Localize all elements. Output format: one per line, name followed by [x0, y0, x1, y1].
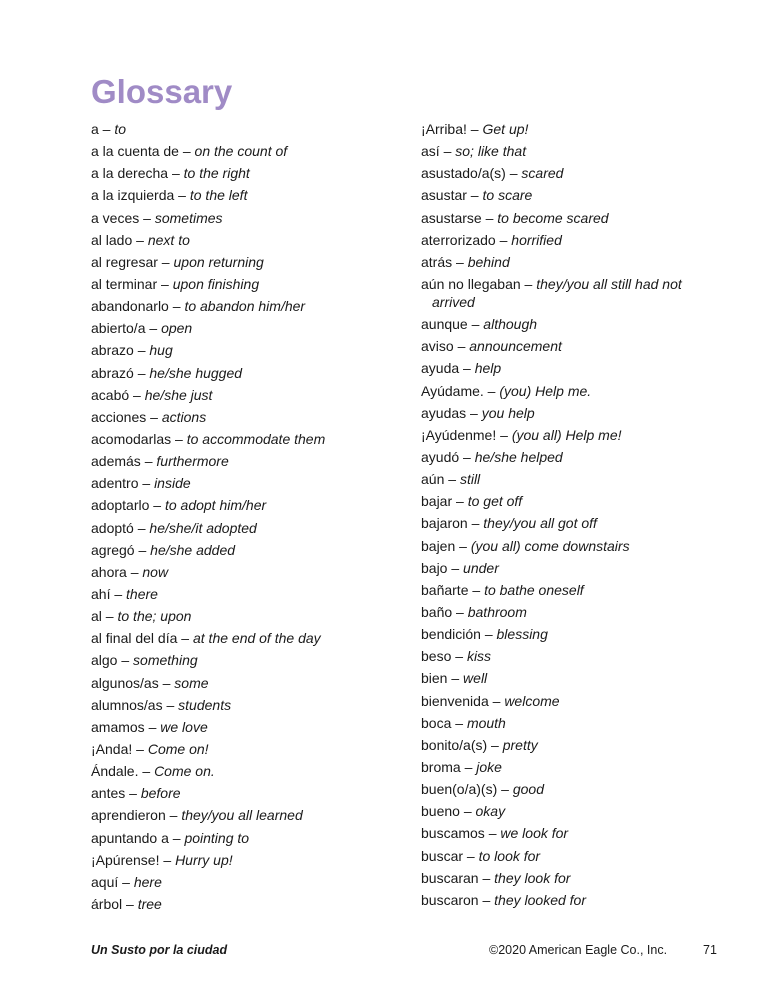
glossary-definition: still — [459, 471, 481, 488]
glossary-separator: – — [467, 316, 484, 333]
glossary-term: asustar — [421, 187, 467, 204]
glossary-definition: good — [512, 781, 544, 798]
glossary-entry — [421, 492, 711, 510]
glossary-term: acomodarlas — [91, 430, 172, 447]
glossary-entry — [91, 164, 411, 182]
glossary-definition: open — [161, 320, 193, 337]
glossary-separator: – — [133, 519, 150, 536]
glossary-entry — [421, 736, 711, 754]
glossary-separator: – — [122, 895, 138, 912]
glossary-separator: – — [483, 382, 500, 399]
glossary-entry — [91, 430, 411, 448]
glossary-separator: – — [452, 603, 468, 620]
glossary-definition: hug — [149, 342, 173, 359]
glossary-entry — [421, 404, 711, 422]
glossary-definition: upon finishing — [172, 275, 260, 292]
glossary-term: antes — [91, 785, 126, 802]
glossary-separator: – — [459, 448, 475, 465]
glossary-entry — [421, 559, 711, 577]
glossary-definition: here — [133, 873, 162, 890]
glossary-separator: – — [134, 541, 151, 558]
glossary-separator: – — [439, 143, 456, 160]
glossary-definition: before — [140, 785, 181, 802]
glossary-term: alumnos/as — [91, 696, 163, 713]
glossary-term: buscaran — [421, 869, 479, 886]
glossary-definition: Come on. — [154, 763, 215, 780]
glossary-entry — [91, 651, 411, 669]
glossary-entry — [421, 315, 711, 333]
glossary-entry — [421, 891, 711, 909]
glossary-term: ¡Anda! — [91, 740, 133, 757]
glossary-separator: – — [129, 386, 145, 403]
glossary-definition: they/you all learned — [181, 807, 303, 824]
glossary-term: adentro — [91, 475, 139, 492]
page-title: Glossary — [91, 73, 233, 110]
glossary-term: agregó — [91, 541, 135, 558]
glossary-entry — [91, 718, 411, 736]
glossary-separator: – — [157, 253, 174, 270]
glossary-separator: – — [138, 763, 155, 780]
glossary-term: algunos/as — [91, 674, 159, 691]
glossary-separator: – — [488, 692, 505, 709]
glossary-entry — [91, 851, 411, 869]
glossary-separator: – — [459, 803, 476, 820]
glossary-separator: – — [452, 253, 468, 270]
glossary-term: asustarse — [421, 209, 482, 226]
glossary-term: aviso — [421, 338, 454, 355]
glossary-definition: he/she added — [150, 541, 236, 558]
glossary-definition: we love — [160, 718, 208, 735]
glossary-definition: (you) Help me. — [499, 382, 592, 399]
glossary-separator: – — [174, 187, 190, 204]
glossary-separator: – — [165, 807, 182, 824]
glossary-entry — [421, 625, 711, 643]
glossary-left-column — [91, 120, 411, 917]
glossary-separator: – — [487, 736, 503, 753]
glossary-entry — [91, 895, 411, 913]
glossary-entry — [91, 696, 411, 714]
glossary-definition: Get up! — [482, 121, 529, 137]
glossary-definition: to look for — [478, 847, 541, 864]
glossary-separator: – — [171, 430, 187, 447]
glossary-entry — [91, 319, 411, 337]
glossary-term: bienvenida — [421, 692, 489, 709]
glossary-definition: pointing to — [184, 829, 250, 846]
glossary-separator: – — [480, 626, 497, 643]
glossary-definition: at the end of the day — [192, 630, 321, 647]
glossary-definition: to the; upon — [117, 608, 192, 625]
glossary-separator: – — [117, 652, 134, 669]
glossary-definition: to get off — [467, 493, 523, 510]
glossary-definition: there — [126, 585, 158, 602]
glossary-term: buscar — [421, 847, 464, 864]
glossary-entry — [91, 762, 411, 780]
glossary-term: ayudas — [421, 404, 467, 421]
glossary-separator: – — [98, 121, 115, 137]
footer-book-title: Un Susto por la ciudad — [91, 943, 228, 957]
glossary-entry — [421, 824, 711, 842]
glossary-entry — [91, 829, 411, 847]
glossary-term: al final del día — [91, 630, 178, 647]
glossary-definition: welcome — [504, 692, 560, 709]
glossary-term: ahí — [91, 585, 111, 602]
glossary-definition: well — [463, 670, 488, 687]
glossary-separator: – — [145, 320, 162, 337]
glossary-term: atrás — [421, 253, 453, 270]
glossary-separator: – — [144, 718, 161, 735]
glossary-term: broma — [421, 758, 461, 775]
glossary-term: aunque — [421, 316, 468, 333]
glossary-term: aterrorizado — [421, 231, 496, 248]
glossary-entry — [421, 780, 711, 798]
glossary-definition: to bathe oneself — [484, 581, 584, 598]
glossary-term: aquí — [91, 873, 119, 890]
glossary-entry — [91, 120, 411, 138]
glossary-entry — [91, 231, 411, 249]
glossary-separator: – — [168, 829, 185, 846]
glossary-entry — [421, 337, 711, 355]
glossary-entry — [421, 869, 711, 887]
glossary-definition: under — [463, 559, 499, 576]
glossary-entry — [421, 120, 711, 138]
glossary-separator: – — [118, 873, 134, 890]
glossary-entry — [421, 231, 711, 249]
glossary-definition: they look for — [494, 869, 571, 886]
glossary-term: a veces — [91, 209, 140, 226]
glossary-separator: – — [453, 338, 470, 355]
glossary-separator: – — [497, 781, 513, 798]
glossary-entry — [91, 386, 411, 404]
glossary-term: aún no llegaban — [421, 275, 521, 292]
glossary-term: a la izquierda — [91, 187, 175, 204]
glossary-definition: he/she/it adopted — [149, 519, 257, 536]
glossary-term: al terminar — [91, 275, 158, 292]
glossary-term: abierto/a — [91, 320, 146, 337]
glossary-entry — [91, 496, 411, 514]
glossary-term: bendición — [421, 626, 481, 643]
glossary-separator: – — [451, 648, 467, 665]
glossary-definition: horrified — [511, 231, 562, 248]
glossary-definition: help — [474, 360, 502, 377]
glossary-entry — [421, 359, 711, 377]
glossary-separator: – — [126, 563, 143, 580]
glossary-entry — [421, 426, 711, 444]
glossary-term: bajo — [421, 559, 448, 576]
glossary-term: adoptó — [91, 519, 134, 536]
glossary-term: bonito/a(s) — [421, 736, 488, 753]
glossary-separator: – — [159, 851, 176, 868]
glossary-term: acciones — [91, 408, 147, 425]
glossary-separator: – — [520, 275, 537, 292]
glossary-separator: – — [177, 630, 193, 647]
glossary-entry — [91, 674, 411, 692]
glossary-definition: actions — [161, 408, 207, 425]
glossary-entry — [421, 581, 711, 599]
glossary-entry — [91, 873, 411, 891]
glossary-entry — [91, 408, 411, 426]
glossary-separator: – — [146, 408, 162, 425]
glossary-entry — [421, 275, 711, 311]
glossary-definition: kiss — [466, 648, 492, 665]
glossary-definition: pretty — [502, 736, 538, 753]
glossary-definition: something — [133, 652, 198, 669]
glossary-entry — [91, 253, 411, 271]
glossary-definition: now — [142, 563, 169, 580]
glossary-definition: they/you all got off — [483, 515, 597, 532]
glossary-definition: blessing — [496, 626, 548, 643]
glossary-separator: – — [447, 559, 464, 576]
glossary-term: baño — [421, 603, 453, 620]
glossary-separator: – — [133, 364, 150, 381]
glossary-definition: they looked for — [494, 891, 587, 908]
glossary-entry — [421, 253, 711, 271]
glossary-entry — [91, 629, 411, 647]
glossary-definition: sometimes — [154, 209, 223, 226]
glossary-separator: – — [149, 497, 165, 514]
glossary-entry — [91, 585, 411, 603]
glossary-entry — [421, 802, 711, 820]
glossary-term: así — [421, 143, 440, 160]
glossary-definition: joke — [476, 758, 502, 775]
glossary-term: apuntando a — [91, 829, 169, 846]
glossary-separator: – — [139, 209, 155, 226]
glossary-entry — [421, 142, 711, 160]
glossary-definition: to scare — [482, 187, 533, 204]
glossary-separator: – — [478, 869, 495, 886]
glossary-entry — [91, 519, 411, 537]
glossary-term: abrazo — [91, 342, 134, 359]
glossary-entry — [91, 275, 411, 293]
glossary-term: al lado — [91, 231, 133, 248]
glossary-separator: – — [444, 471, 460, 488]
glossary-separator: – — [466, 187, 483, 204]
glossary-definition: scared — [521, 165, 564, 182]
glossary-entry — [421, 448, 711, 466]
glossary-definition: to abandon him/her — [184, 298, 306, 315]
glossary-term: abandonarlo — [91, 298, 169, 315]
glossary-term: árbol — [91, 895, 123, 912]
glossary-term: ¡Apúrense! — [91, 851, 160, 868]
glossary-definition: to the right — [183, 165, 250, 182]
glossary-term: ¡Ayúdenme! — [421, 426, 497, 443]
glossary-separator: – — [132, 231, 148, 248]
glossary-term: acabó — [91, 386, 130, 403]
glossary-term: ahora — [91, 563, 127, 580]
glossary-separator: – — [138, 475, 155, 492]
glossary-term: Ayúdame. — [421, 382, 484, 399]
glossary-term: bajen — [421, 537, 456, 554]
glossary-definition: (you all) Help me! — [511, 426, 622, 443]
glossary-entry — [91, 784, 411, 802]
glossary-definition: Hurry up! — [175, 851, 233, 868]
glossary-term: bien — [421, 670, 448, 687]
glossary-separator: – — [447, 670, 464, 687]
glossary-entry — [421, 692, 711, 710]
glossary-definition: he/she hugged — [149, 364, 243, 381]
glossary-entry — [421, 186, 711, 204]
glossary-definition: bathroom — [467, 603, 527, 620]
glossary-definition: to — [114, 121, 127, 137]
glossary-term: algo — [91, 652, 118, 669]
glossary-term: bañarte — [421, 581, 469, 598]
glossary-definition: mouth — [466, 714, 506, 731]
glossary-entry — [421, 164, 711, 182]
glossary-term: a la derecha — [91, 165, 169, 182]
glossary-separator: – — [178, 143, 195, 160]
glossary-separator: – — [459, 360, 475, 377]
glossary-entry — [91, 209, 411, 227]
glossary-separator: – — [110, 585, 127, 602]
glossary-separator: – — [451, 714, 467, 731]
glossary-entry — [421, 514, 711, 532]
glossary-separator: – — [467, 515, 484, 532]
glossary-entry — [421, 470, 711, 488]
glossary-definition: (you all) come downstairs — [470, 537, 630, 554]
glossary-definition: to adopt him/her — [164, 497, 267, 514]
glossary-entry — [91, 341, 411, 359]
glossary-separator: – — [157, 275, 173, 292]
glossary-definition: furthermore — [156, 453, 229, 470]
glossary-entry — [421, 847, 711, 865]
glossary-entry — [91, 474, 411, 492]
glossary-separator: – — [168, 298, 185, 315]
glossary-entry — [421, 537, 711, 555]
glossary-definition: so; like that — [455, 143, 527, 160]
glossary-term: boca — [421, 714, 452, 731]
glossary-definition: you help — [481, 404, 535, 421]
glossary-entry — [91, 806, 411, 824]
glossary-separator: – — [162, 696, 179, 713]
glossary-definition: to become scared — [497, 209, 609, 226]
glossary-entry — [421, 603, 711, 621]
glossary-term: al — [91, 608, 102, 625]
glossary-entry — [421, 209, 711, 227]
glossary-definition: they/you all still had not arrived — [432, 275, 682, 310]
glossary-entry — [91, 563, 411, 581]
glossary-entry — [91, 452, 411, 470]
glossary-separator: – — [463, 847, 479, 864]
glossary-separator: – — [460, 758, 477, 775]
glossary-entry — [91, 607, 411, 625]
glossary-term: a la cuenta de — [91, 143, 179, 160]
glossary-right-column — [421, 120, 711, 913]
glossary-separator: – — [468, 581, 485, 598]
glossary-separator: – — [505, 165, 522, 182]
glossary-term: buscaron — [421, 891, 479, 908]
glossary-term: abrazó — [91, 364, 134, 381]
glossary-term: asustado/a(s) — [421, 165, 506, 182]
glossary-separator: – — [140, 453, 157, 470]
glossary-separator: – — [496, 426, 512, 443]
glossary-entry — [421, 714, 711, 732]
glossary-term: aprendieron — [91, 807, 166, 824]
glossary-entry — [91, 541, 411, 559]
glossary-entry — [421, 382, 711, 400]
glossary-definition: next to — [147, 231, 190, 248]
glossary-entry — [91, 297, 411, 315]
glossary-definition: upon returning — [173, 253, 264, 270]
glossary-definition: behind — [467, 253, 510, 270]
glossary-entry — [421, 758, 711, 776]
glossary-term: además — [91, 453, 141, 470]
glossary-separator: – — [481, 209, 498, 226]
glossary-separator: – — [478, 891, 495, 908]
glossary-definition: announcement — [469, 338, 562, 355]
glossary-term: Ándale. — [91, 763, 139, 780]
page-number: 71 — [703, 943, 717, 957]
glossary-separator: – — [101, 608, 118, 625]
glossary-term: beso — [421, 648, 452, 665]
glossary-separator: – — [158, 674, 175, 691]
glossary-term: bajar — [421, 493, 453, 510]
glossary-entry — [91, 740, 411, 758]
glossary-term: al regresar — [91, 253, 158, 270]
glossary-separator: – — [484, 825, 501, 842]
glossary-term: ayudó — [421, 448, 460, 465]
footer-copyright: ©2020 American Eagle Co., Inc. — [489, 943, 668, 957]
glossary-separator: – — [455, 537, 471, 554]
glossary-term: buscamos — [421, 825, 485, 842]
glossary-separator: – — [133, 342, 150, 359]
glossary-term: a — [91, 121, 99, 137]
glossary-separator: – — [452, 493, 468, 510]
glossary-term: amamos — [91, 718, 145, 735]
glossary-separator: – — [125, 785, 141, 802]
glossary-separator: – — [168, 165, 184, 182]
glossary-definition: to the left — [189, 187, 248, 204]
glossary-entry — [91, 364, 411, 382]
glossary-entry — [91, 186, 411, 204]
glossary-entry — [421, 669, 711, 687]
glossary-separator: – — [132, 740, 148, 757]
glossary-term: aún — [421, 471, 445, 488]
glossary-definition: some — [174, 674, 209, 691]
glossary-term: bajaron — [421, 515, 468, 532]
glossary-definition: he/she just — [144, 386, 213, 403]
glossary-definition: we look for — [500, 825, 569, 842]
glossary-definition: inside — [154, 475, 191, 492]
glossary-term: ¡Arriba! — [421, 121, 467, 137]
glossary-separator: – — [466, 121, 483, 137]
glossary-definition: although — [483, 316, 538, 333]
glossary-definition: to accommodate them — [186, 430, 326, 447]
glossary-term: buen(o/a)(s) — [421, 781, 498, 798]
glossary-definition: on the count of — [194, 143, 288, 160]
glossary-separator: – — [466, 404, 482, 421]
glossary-definition: he/she helped — [474, 448, 563, 465]
glossary-separator: – — [495, 231, 512, 248]
glossary-definition: students — [178, 696, 232, 713]
glossary-term: bueno — [421, 803, 460, 820]
glossary-definition: okay — [475, 803, 506, 820]
glossary-term: adoptarlo — [91, 497, 150, 514]
glossary-definition: tree — [137, 895, 162, 912]
glossary-term: ayuda — [421, 360, 460, 377]
glossary-entry — [91, 142, 411, 160]
glossary-entry — [421, 647, 711, 665]
glossary-definition: Come on! — [147, 740, 209, 757]
